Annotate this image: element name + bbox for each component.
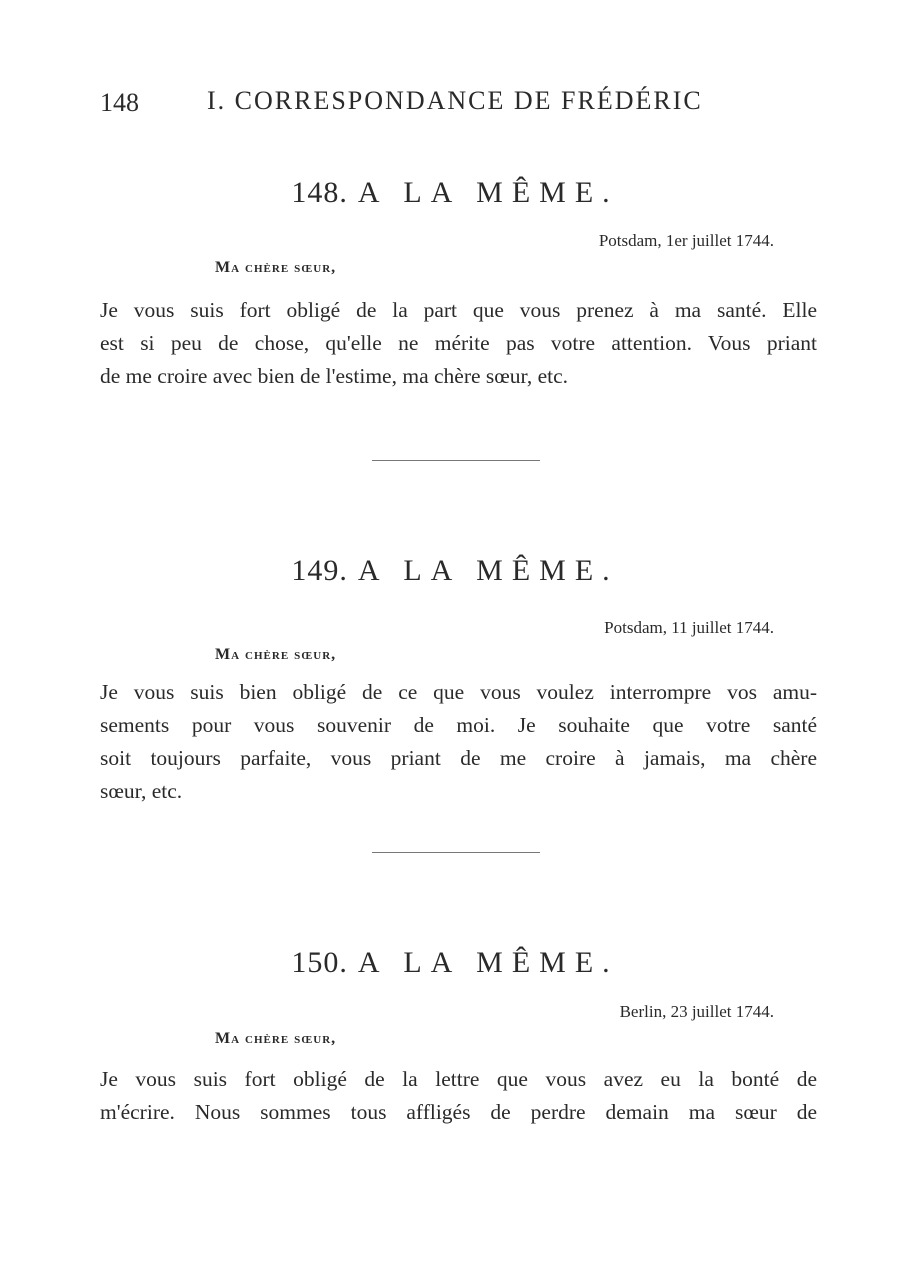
letter-body xyxy=(100,294,817,393)
body-line: sœur, etc. xyxy=(100,779,183,803)
letter-heading: A LA MÊME. xyxy=(357,946,619,979)
letter-number: 150. xyxy=(291,946,348,979)
letter-number: 148. xyxy=(291,176,348,209)
letter-title xyxy=(0,554,900,588)
letter-title xyxy=(0,176,900,210)
separator-rule xyxy=(372,852,540,853)
letter-title xyxy=(0,946,900,980)
body-line: est si peu de chose, qu'elle ne mérite pas votre attention. Vous priant xyxy=(100,331,817,355)
page-number: 148 xyxy=(100,88,139,117)
running-title: I. CORRESPONDANCE DE FRÉDÉRIC xyxy=(207,86,703,115)
letter-heading: A LA MÊME. xyxy=(357,176,619,209)
salutation: Ma chère sœur, xyxy=(215,1030,337,1047)
letter-date: Potsdam, 1er juillet 1744. xyxy=(598,231,774,250)
salutation: Ma chère sœur, xyxy=(215,259,337,276)
separator-rule xyxy=(372,460,540,461)
letter-number: 149. xyxy=(291,554,348,587)
body-line: Je vous suis fort obligé de la part que vous prenez à ma santé. Elle xyxy=(100,298,817,322)
letter-body xyxy=(100,1063,817,1129)
letter-body xyxy=(100,676,817,808)
body-line: Je vous suis bien obligé de ce que vous voulez interrompre vos amu- xyxy=(100,680,817,704)
salutation: Ma chère sœur, xyxy=(215,646,337,663)
body-line: sements pour vous souvenir de moi. Je souhaite que votre santé xyxy=(100,713,817,737)
body-line: m'écrire. Nous sommes tous affligés de perdre demain ma sœur de xyxy=(100,1100,817,1124)
body-line: Je vous suis fort obligé de la lettre que vous avez eu la bonté de xyxy=(100,1067,817,1091)
body-line: soit toujours parfaite, vous priant de me croire à jamais, ma chère xyxy=(100,746,817,770)
letter-date: Potsdam, 11 juillet 1744. xyxy=(604,618,774,637)
letter-date: Berlin, 23 juillet 1744. xyxy=(619,1002,774,1021)
body-line: de me croire avec bien de l'estime, ma chère sœur, etc. xyxy=(100,364,569,388)
letter-heading: A LA MÊME. xyxy=(357,554,619,587)
